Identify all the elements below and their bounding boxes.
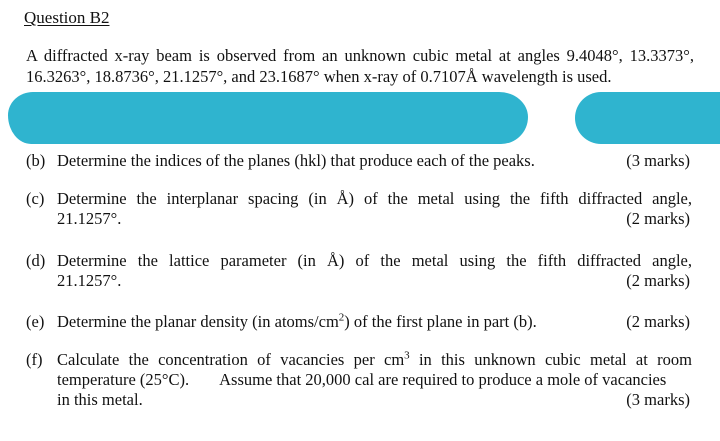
redaction-mark-left xyxy=(8,92,528,144)
question-f-line-2-a: temperature (25°C). xyxy=(57,370,190,389)
question-f-marks: (3 marks) xyxy=(626,390,690,409)
question-f-line-3: in this metal. xyxy=(57,390,143,409)
question-f xyxy=(26,350,692,412)
question-d-marks: (2 marks) xyxy=(626,271,690,290)
question-f-line-2-b: Assume that 20,000 cal are required to produce a mole of vacancies xyxy=(219,370,667,389)
question-d-label: (d) xyxy=(26,251,46,270)
intro-line-2: 16.3263°, 18.8736°, 21.1257°, and 23.1687° when x-ray of 0.7107Å wavelength is used. xyxy=(26,67,612,86)
question-d xyxy=(26,251,692,295)
question-e-text xyxy=(57,312,582,331)
question-d-line-1: Determine the lattice parameter (in Å) of the metal using the fifth diffracted angle, xyxy=(57,251,692,270)
question-f-line-1-after: in this unknown cubic metal at room xyxy=(409,350,692,369)
question-f-line-1 xyxy=(57,350,692,369)
question-intro xyxy=(26,45,694,87)
question-c-marks: (2 marks) xyxy=(626,209,690,228)
question-e xyxy=(26,312,692,334)
redaction-mark-right xyxy=(575,92,720,144)
question-b-label: (b) xyxy=(26,151,46,170)
intro-line-1: A diffracted x-ray beam is observed from an unknown cubic metal at angles 9.4048°, 13.3373°, xyxy=(26,46,694,65)
question-f-label: (f) xyxy=(26,350,43,369)
question-c-line-1: Determine the interplanar spacing (in Å) of the metal using the fifth diffracted angle, xyxy=(57,189,692,208)
question-c-label: (c) xyxy=(26,189,45,208)
question-e-text-after: ) of the first plane in part (b). xyxy=(344,312,537,331)
question-title: Question B2 xyxy=(24,8,110,27)
question-e-sup: 2 xyxy=(338,311,345,324)
question-f-line-1-before: Calculate the concentration of vacancies per cm xyxy=(57,350,405,369)
question-e-text-before: Determine the planar density (in atoms/cm xyxy=(57,312,339,331)
question-c-line-2: 21.1257°. xyxy=(57,209,122,228)
question-b-marks: (3 marks) xyxy=(626,151,690,170)
question-f-sup: 3 xyxy=(404,349,410,362)
question-b-text: Determine the indices of the planes (hkl) that produce each of the peaks. xyxy=(57,151,535,170)
question-e-marks: (2 marks) xyxy=(626,312,690,331)
question-b xyxy=(26,151,692,173)
question-e-label: (e) xyxy=(26,312,45,331)
question-c xyxy=(26,189,692,233)
question-d-line-2: 21.1257°. xyxy=(57,271,122,290)
question-f-line-2 xyxy=(57,370,692,389)
